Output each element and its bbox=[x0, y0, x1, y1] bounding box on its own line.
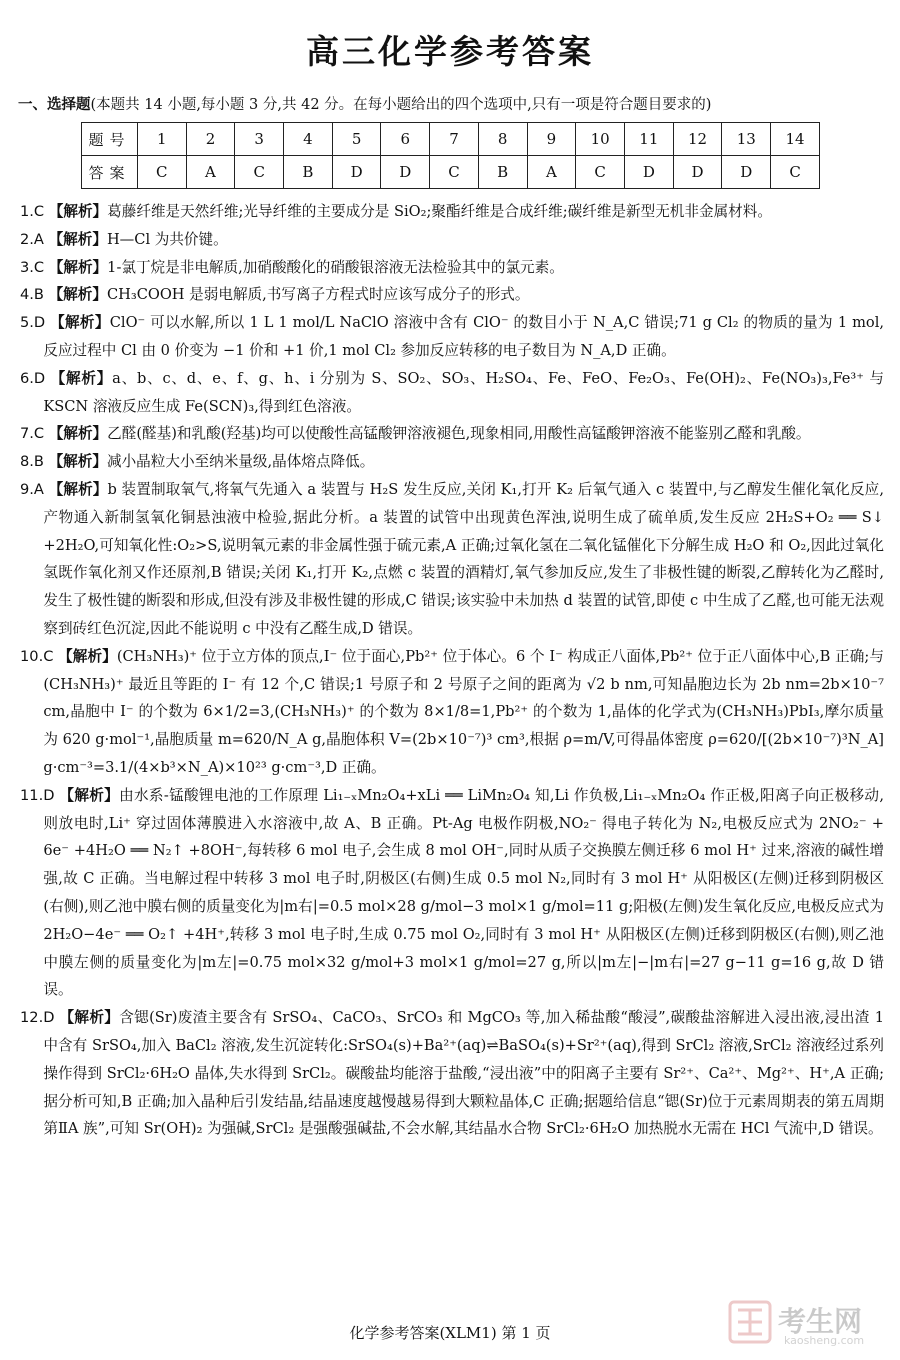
explanations bbox=[20, 198, 884, 1143]
analysis-tag: 【解析】 bbox=[50, 369, 113, 387]
question-number-cell: 13 bbox=[722, 123, 771, 156]
answer-cell: D bbox=[332, 156, 381, 189]
answer-table-row-numbers bbox=[82, 123, 820, 156]
analysis-tag: 【解析】 bbox=[48, 453, 107, 471]
item-number: 9.A bbox=[20, 480, 44, 498]
answer-cell: B bbox=[284, 156, 333, 189]
page-footer: 化学参考答案(XLM1) 第 1 页 bbox=[349, 1324, 551, 1342]
item-explanation: ClO⁻ 可以水解,所以 1 L 1 mol/L NaClO 溶液中含有 ClO⁻ 的数目小于 N_A,C 错误;71 g Cl₂ 的物质的量为 1 mol,反应过程中 Cl 由 0 价变为 −1 价和 +1 价,1 mol Cl₂ 参加反应转移的电子数目为 N_A,D 正确。 bbox=[43, 314, 884, 359]
item-explanation: 葛藤纤维是天然纤维;光导纤维的主要成分是 SiO₂;聚酯纤维是合成纤维;碳纤维是新型无机非金属材料。 bbox=[107, 203, 772, 220]
answer-cell: C bbox=[771, 156, 820, 189]
question-number-cell: 7 bbox=[430, 123, 479, 156]
item-number: 11.D bbox=[20, 786, 55, 804]
answer-cell: A bbox=[186, 156, 235, 189]
watermark-url: kaosheng.com bbox=[784, 1334, 865, 1347]
question-number-cell: 9 bbox=[527, 123, 576, 156]
answer-cell: D bbox=[624, 156, 673, 189]
kaosheng-logo-icon bbox=[728, 1300, 772, 1344]
answer-table-row-label: 题号 bbox=[82, 123, 138, 156]
explanation-item bbox=[20, 198, 884, 226]
question-number-cell: 10 bbox=[576, 123, 625, 156]
item-number: 10.C bbox=[20, 647, 54, 665]
item-explanation: CH₃COOH 是弱电解质,书写离子方程式时应该写成分子的形式。 bbox=[106, 286, 530, 304]
item-number: 7.C bbox=[20, 425, 45, 443]
question-number-cell: 14 bbox=[771, 123, 820, 156]
section-lead: 一、选择题 bbox=[18, 97, 91, 113]
answer-cell: B bbox=[478, 156, 527, 189]
answer-cell: D bbox=[722, 156, 771, 189]
section-rule: (本题共 14 小题,每小题 3 分,共 42 分。在每小题给出的四个选项中,只有一项是符合题目要求的) bbox=[90, 97, 712, 113]
item-explanation: 减小晶粒大小至纳米量级,晶体熔点降低。 bbox=[106, 453, 375, 471]
explanation-item bbox=[20, 309, 884, 365]
question-number-cell: 2 bbox=[186, 123, 235, 156]
watermark-brand: 考生网 bbox=[778, 1305, 863, 1338]
analysis-tag: 【解析】 bbox=[50, 314, 110, 332]
explanation-item bbox=[20, 365, 884, 421]
item-explanation: a、b、c、d、e、f、g、h、i 分别为 S、SO₂、SO₃、H₂SO₄、Fe、FeO、Fe₂O₃、Fe(OH)₂、Fe(NO₃)₃,Fe³⁺ 与 KSCN 溶液反应生成 Fe(SCN)₃,得到红色溶液。 bbox=[43, 369, 884, 415]
item-number: 4.B bbox=[20, 286, 44, 304]
item-number: 2.A bbox=[20, 230, 44, 248]
item-explanation: 1-氯丁烷是非电解质,加硝酸酸化的硝酸银溶液无法检验其中的氯元素。 bbox=[107, 258, 564, 276]
analysis-tag: 【解析】 bbox=[58, 647, 117, 665]
analysis-tag: 【解析】 bbox=[59, 1009, 120, 1027]
item-explanation: 由水系-锰酸锂电池的工作原理 Li₁₋ₓMn₂O₄+xLi ══ LiMn₂O₄ 知,Li 作负极,Li₁₋ₓMn₂O₄ 作正极,阳离子向正极移动,则放电时,Li⁺ 穿过固体薄膜进入水溶液中,故 A、B 正确。Pt-Ag 电极作阴极,NO₂⁻ 得电子转化为 N₂,电极反应式为 2NO₂⁻ + 6e⁻ +4H₂O ══ N₂↑ +8OH⁻,每转移 6 mol 电子,会生成 8 mol OH⁻,同时从质子交换膜左侧迁移 6 mol H⁺ 过来,溶液的碱性增强,故 C 正确。当电解过程中转移 3 mol 电子时,阴极区(右侧)生成 0.5 mol N₂,同时有 3 mol H⁺ 从阳极区(左侧)迁移到阴极区(右侧),则乙池中膜右侧的质量变化为|m右|=0.5 mol×28 g/mol−3 mol×1 g/mol=11 g;阳极(左侧)发生氧化反应,电极反应式为 2H₂O−4e⁻ ══ O₂↑ +4H⁺,转移 3 mol 电子时,生成 0.75 mol O₂,同时有 3 mol H⁺ 从阳极区(左侧)迁移到阴极区(右侧),则乙池中膜左侧的质量变化为|m左|=0.75 mol×32 g/mol+3 mol×1 g/mol=27 g,所以|m左|−|m右|=27 g−11 g=16 g,故 D 错误。 bbox=[43, 786, 884, 999]
question-number-cell: 3 bbox=[235, 123, 284, 156]
item-number: 5.D bbox=[20, 314, 46, 332]
analysis-tag: 【解析】 bbox=[48, 425, 108, 443]
item-number: 1.C bbox=[20, 203, 45, 220]
analysis-tag: 【解析】 bbox=[48, 203, 108, 220]
question-number-cell: 4 bbox=[284, 123, 333, 156]
question-number-cell: 8 bbox=[478, 123, 527, 156]
explanation-item bbox=[20, 448, 884, 476]
analysis-tag: 【解析】 bbox=[48, 480, 108, 498]
analysis-tag: 【解析】 bbox=[48, 258, 108, 276]
analysis-tag: 【解析】 bbox=[59, 786, 120, 804]
section-heading-multiple-choice bbox=[18, 93, 888, 114]
question-number-cell: 11 bbox=[624, 123, 673, 156]
question-number-cell: 6 bbox=[381, 123, 430, 156]
question-number-cell: 1 bbox=[137, 123, 186, 156]
watermark bbox=[728, 1296, 888, 1352]
answer-table-row-answers bbox=[82, 156, 820, 189]
item-number: 6.D bbox=[20, 369, 46, 387]
explanation-item bbox=[20, 782, 884, 1004]
answer-table bbox=[81, 122, 820, 189]
item-explanation: (CH₃NH₃)⁺ 位于立方体的顶点,I⁻ 位于面心,Pb²⁺ 位于体心。6 个 I⁻ 构成正八面体,Pb²⁺ 位于正八面体中心,B 正确;与(CH₃NH₃)⁺ 最近且等距的 I⁻ 有 12 个,C 错误;1 号原子和 2 号原子之间的距离为 √2 b nm,可知晶胞边长为 2b nm=2b×10⁻⁷ cm,晶胞中 I⁻ 的个数为 6×1/2=3,(CH₃NH₃)⁺ 的个数为 8×1/8=1,Pb²⁺ 的个数为 1,晶体的化学式为(CH₃NH₃)PbI₃,摩尔质量为 620 g·mol⁻¹,晶胞质量 m=620/N_A g,晶胞体积 V=(2b×10⁻⁷)³ cm³,根据 ρ=m/V,可得晶体密度 ρ=620/[(2b×10⁻⁷)³N_A] g·cm⁻³=3.1/(4×b³×N_A)×10²³ g·cm⁻³,D 正确。 bbox=[43, 647, 884, 776]
item-number: 8.B bbox=[20, 453, 44, 471]
question-number-cell: 5 bbox=[332, 123, 381, 156]
explanation-item bbox=[20, 643, 884, 782]
item-explanation: b 装置制取氧气,将氧气先通入 a 装置与 H₂S 发生反应,关闭 K₁,打开 K₂ 后氧气通入 c 装置中,与乙醇发生催化氧化反应,产物通入新制氢氧化铜悬浊液中检验,据此分析。a 装置的试管中出现黄色浑浊,说明生成了硫单质,发生反应 2H₂S+O₂ ══ S↓ +2H₂O,可知氧化性:O₂>S,说明氧元素的非金属性强于硫元素,A 正确;过氧化氢在二氧化锰催化下分解生成 H₂O 和 O₂,因此过氧化氢既作氧化剂又作还原剂,B 错误;关闭 K₁,打开 K₂,点燃 c 装置的酒精灯,氧气参加反应,发生了非极性键的断裂,乙醇转化为乙醛时,发生了极性键的断裂和形成,但没有涉及非极性键的形成,C 错误;该实验中未加热 d 装置的试管,即使 c 中生成了乙醛,也可能无法观察到砖红色沉淀,因此不能说明 c 中没有乙醛生成,D 错误。 bbox=[43, 480, 884, 637]
item-explanation: 含锶(Sr)废渣主要含有 SrSO₄、CaCO₃、SrCO₃ 和 MgCO₃ 等,加入稀盐酸“酸浸”,碳酸盐溶解进入浸出液,浸出渣 1 中含有 SrSO₄,加入 BaCl₂ 溶液,发生沉淀转化:SrSO₄(s)+Ba²⁺(aq)⇌BaSO₄(s)+Sr²⁺(aq),得到 SrCl₂ 溶液,SrCl₂ 溶液经过系列操作得到 SrCl₂·6H₂O 晶体,失水得到 SrCl₂。碳酸盐均能溶于盐酸,“浸出液”中的阳离子主要有 Sr²⁺、Ca²⁺、Mg²⁺、H⁺,A 正确;据分析可知,B 正确;加入晶种后引发结晶,结晶速度越慢越易得到大颗粒晶体,C 正确;据题给信息“锶(Sr)位于元素周期表的第五周期第ⅡA 族”,可知 Sr(OH)₂ 为强碱,SrCl₂ 是强酸强碱盐,不会水解,其结晶水合物 SrCl₂·6H₂O 加热脱水无需在 HCl 气流中,D 错误。 bbox=[43, 1009, 884, 1138]
explanation-item bbox=[20, 281, 884, 309]
answer-cell: C bbox=[430, 156, 479, 189]
answer-cell: D bbox=[673, 156, 722, 189]
item-explanation: H—Cl 为共价键。 bbox=[106, 230, 228, 248]
explanation-item bbox=[20, 1004, 884, 1143]
analysis-tag: 【解析】 bbox=[48, 230, 107, 248]
page-title: 高三化学参考答案 bbox=[306, 32, 594, 71]
question-number-cell: 12 bbox=[673, 123, 722, 156]
item-number: 3.C bbox=[20, 258, 45, 276]
answer-cell: C bbox=[576, 156, 625, 189]
answer-cell: D bbox=[381, 156, 430, 189]
explanation-item bbox=[20, 420, 884, 448]
item-explanation: 乙醛(醛基)和乳酸(羟基)均可以使酸性高锰酸钾溶液褪色,现象相同,用酸性高锰酸钾溶液不能鉴别乙醛和乳酸。 bbox=[107, 425, 811, 443]
answer-table-row-label: 答案 bbox=[82, 156, 138, 189]
item-number: 12.D bbox=[20, 1009, 55, 1027]
explanation-item bbox=[20, 226, 884, 254]
explanation-item bbox=[20, 254, 884, 282]
answer-cell: C bbox=[137, 156, 186, 189]
analysis-tag: 【解析】 bbox=[48, 286, 107, 304]
answer-cell: A bbox=[527, 156, 576, 189]
explanation-item bbox=[20, 476, 884, 643]
answer-cell: C bbox=[235, 156, 284, 189]
